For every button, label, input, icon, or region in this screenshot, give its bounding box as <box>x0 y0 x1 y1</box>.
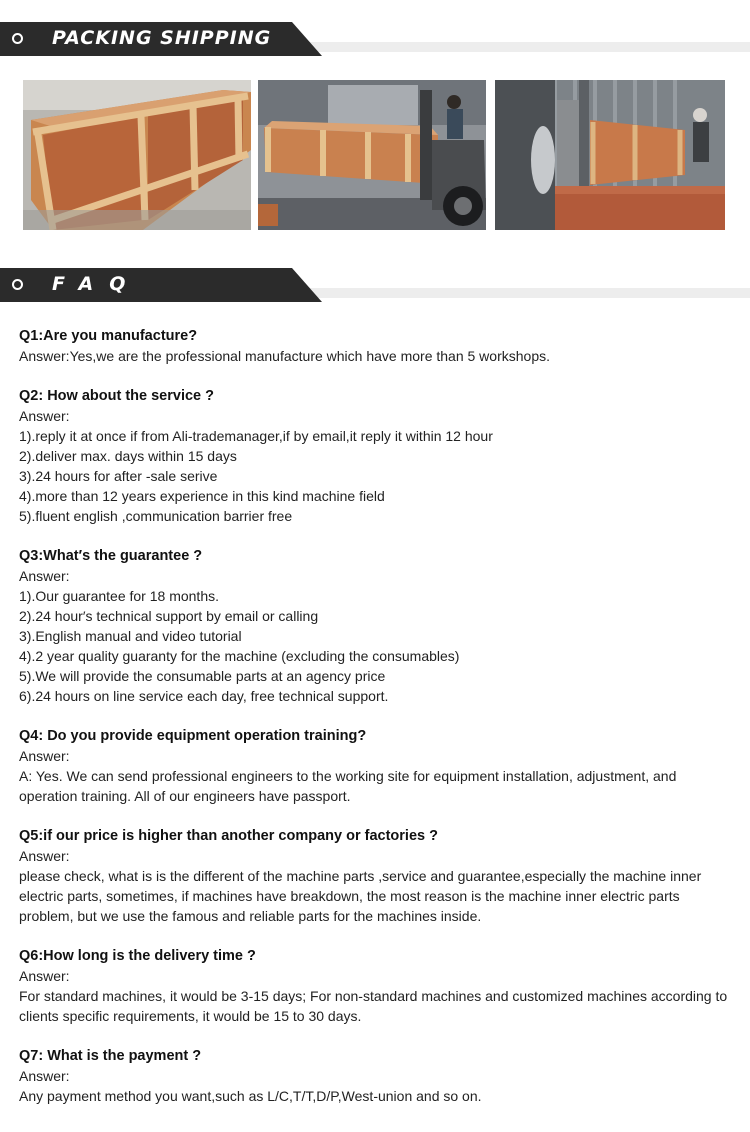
faq-item <box>19 826 731 926</box>
faq-answer-line: Any payment method you want,such as L/C,T/T,D/P,West-union and so on. <box>19 1088 482 1104</box>
faq-question: Q7: What is the payment ? <box>19 1048 202 1064</box>
faq-answer-line: Answer: <box>19 1068 70 1084</box>
faq-answer-line: Answer: <box>19 968 70 984</box>
faq-question: Q4: Do you provide equipment operation training? <box>19 728 367 744</box>
faq-answer-line: 5).fluent english ,communication barrier free <box>19 508 293 524</box>
faq-question: Q6:How long is the delivery time ? <box>19 948 256 964</box>
faq-question: Q5:if our price is higher than another company or factories ? <box>19 828 438 844</box>
packing-photos <box>23 80 725 230</box>
faq-answer-line: 1).reply it at once if from Ali-trademanager,if by email,it reply it within 12 hour <box>19 428 493 444</box>
forklift-loading-photo <box>258 80 486 230</box>
faq-answer-line: 3).English manual and video tutorial <box>19 628 242 644</box>
banner-tab <box>0 268 322 302</box>
wooden-crate-photo <box>23 80 251 230</box>
faq-item <box>19 946 731 1026</box>
faq-question: Q2: How about the service ? <box>19 388 214 404</box>
faq-answer-line: 2).24 hour′s technical support by email or calling <box>19 608 319 624</box>
faq-banner <box>0 268 750 302</box>
circle-icon <box>12 279 23 290</box>
faq-answer-line: For standard machines, it would be 3-15 days; For non-standard machines and customized machines according to clients specific requirements, it would be 15 to 30 days. <box>19 988 728 1024</box>
faq-item <box>19 386 731 526</box>
faq-answer-line: please check, what is is the different of the machine parts ,service and guarantee,especially the machine inner electric parts, sometimes, if machines have breakdown, the most reason is the machine inner electric parts problem, but we use the famous and reliable parts for the machines inside. <box>19 868 702 924</box>
faq-item <box>19 1046 731 1106</box>
faq-answer-line: Answer: <box>19 748 70 764</box>
faq-item <box>19 726 731 806</box>
faq-answer-line: Answer: <box>19 848 70 864</box>
section-title: PACKING SHIPPING <box>52 27 272 49</box>
faq-answer-line: Answer:Yes,we are the professional manufacture which have more than 5 workshops. <box>19 348 550 364</box>
circle-icon <box>12 33 23 44</box>
faq-answer-line: 1).Our guarantee for 18 months. <box>19 588 219 604</box>
section-title: FAQ <box>52 273 142 295</box>
faq-answer-line: 5).We will provide the consumable parts at an agency price <box>19 668 386 684</box>
faq-answer-line: 6).24 hours on line service each day, free technical support. <box>19 688 389 704</box>
faq-answer-line: 4).2 year quality guaranty for the machine (excluding the consumables) <box>19 648 460 664</box>
faq-item <box>19 326 731 366</box>
faq-answer-line: 2).deliver max. days within 15 days <box>19 448 237 464</box>
faq-answer-line: 3).24 hours for after -sale serive <box>19 468 218 484</box>
packing-shipping-banner <box>0 22 750 56</box>
faq-answer-line: Answer: <box>19 568 70 584</box>
faq-item <box>19 546 731 706</box>
faq-answer-line: Answer: <box>19 408 70 424</box>
faq-question: Q3:What′s the guarantee ? <box>19 548 203 564</box>
container-loading-photo <box>495 80 725 230</box>
faq-answer-line: 4).more than 12 years experience in this kind machine field <box>19 488 385 504</box>
faq-question: Q1:Are you manufacture? <box>19 328 198 344</box>
faq-answer-line: A: Yes. We can send professional engineers to the working site for equipment installation, adjustment, and operation training. All of our engineers have passport. <box>19 768 677 804</box>
faq-list <box>19 326 731 1126</box>
